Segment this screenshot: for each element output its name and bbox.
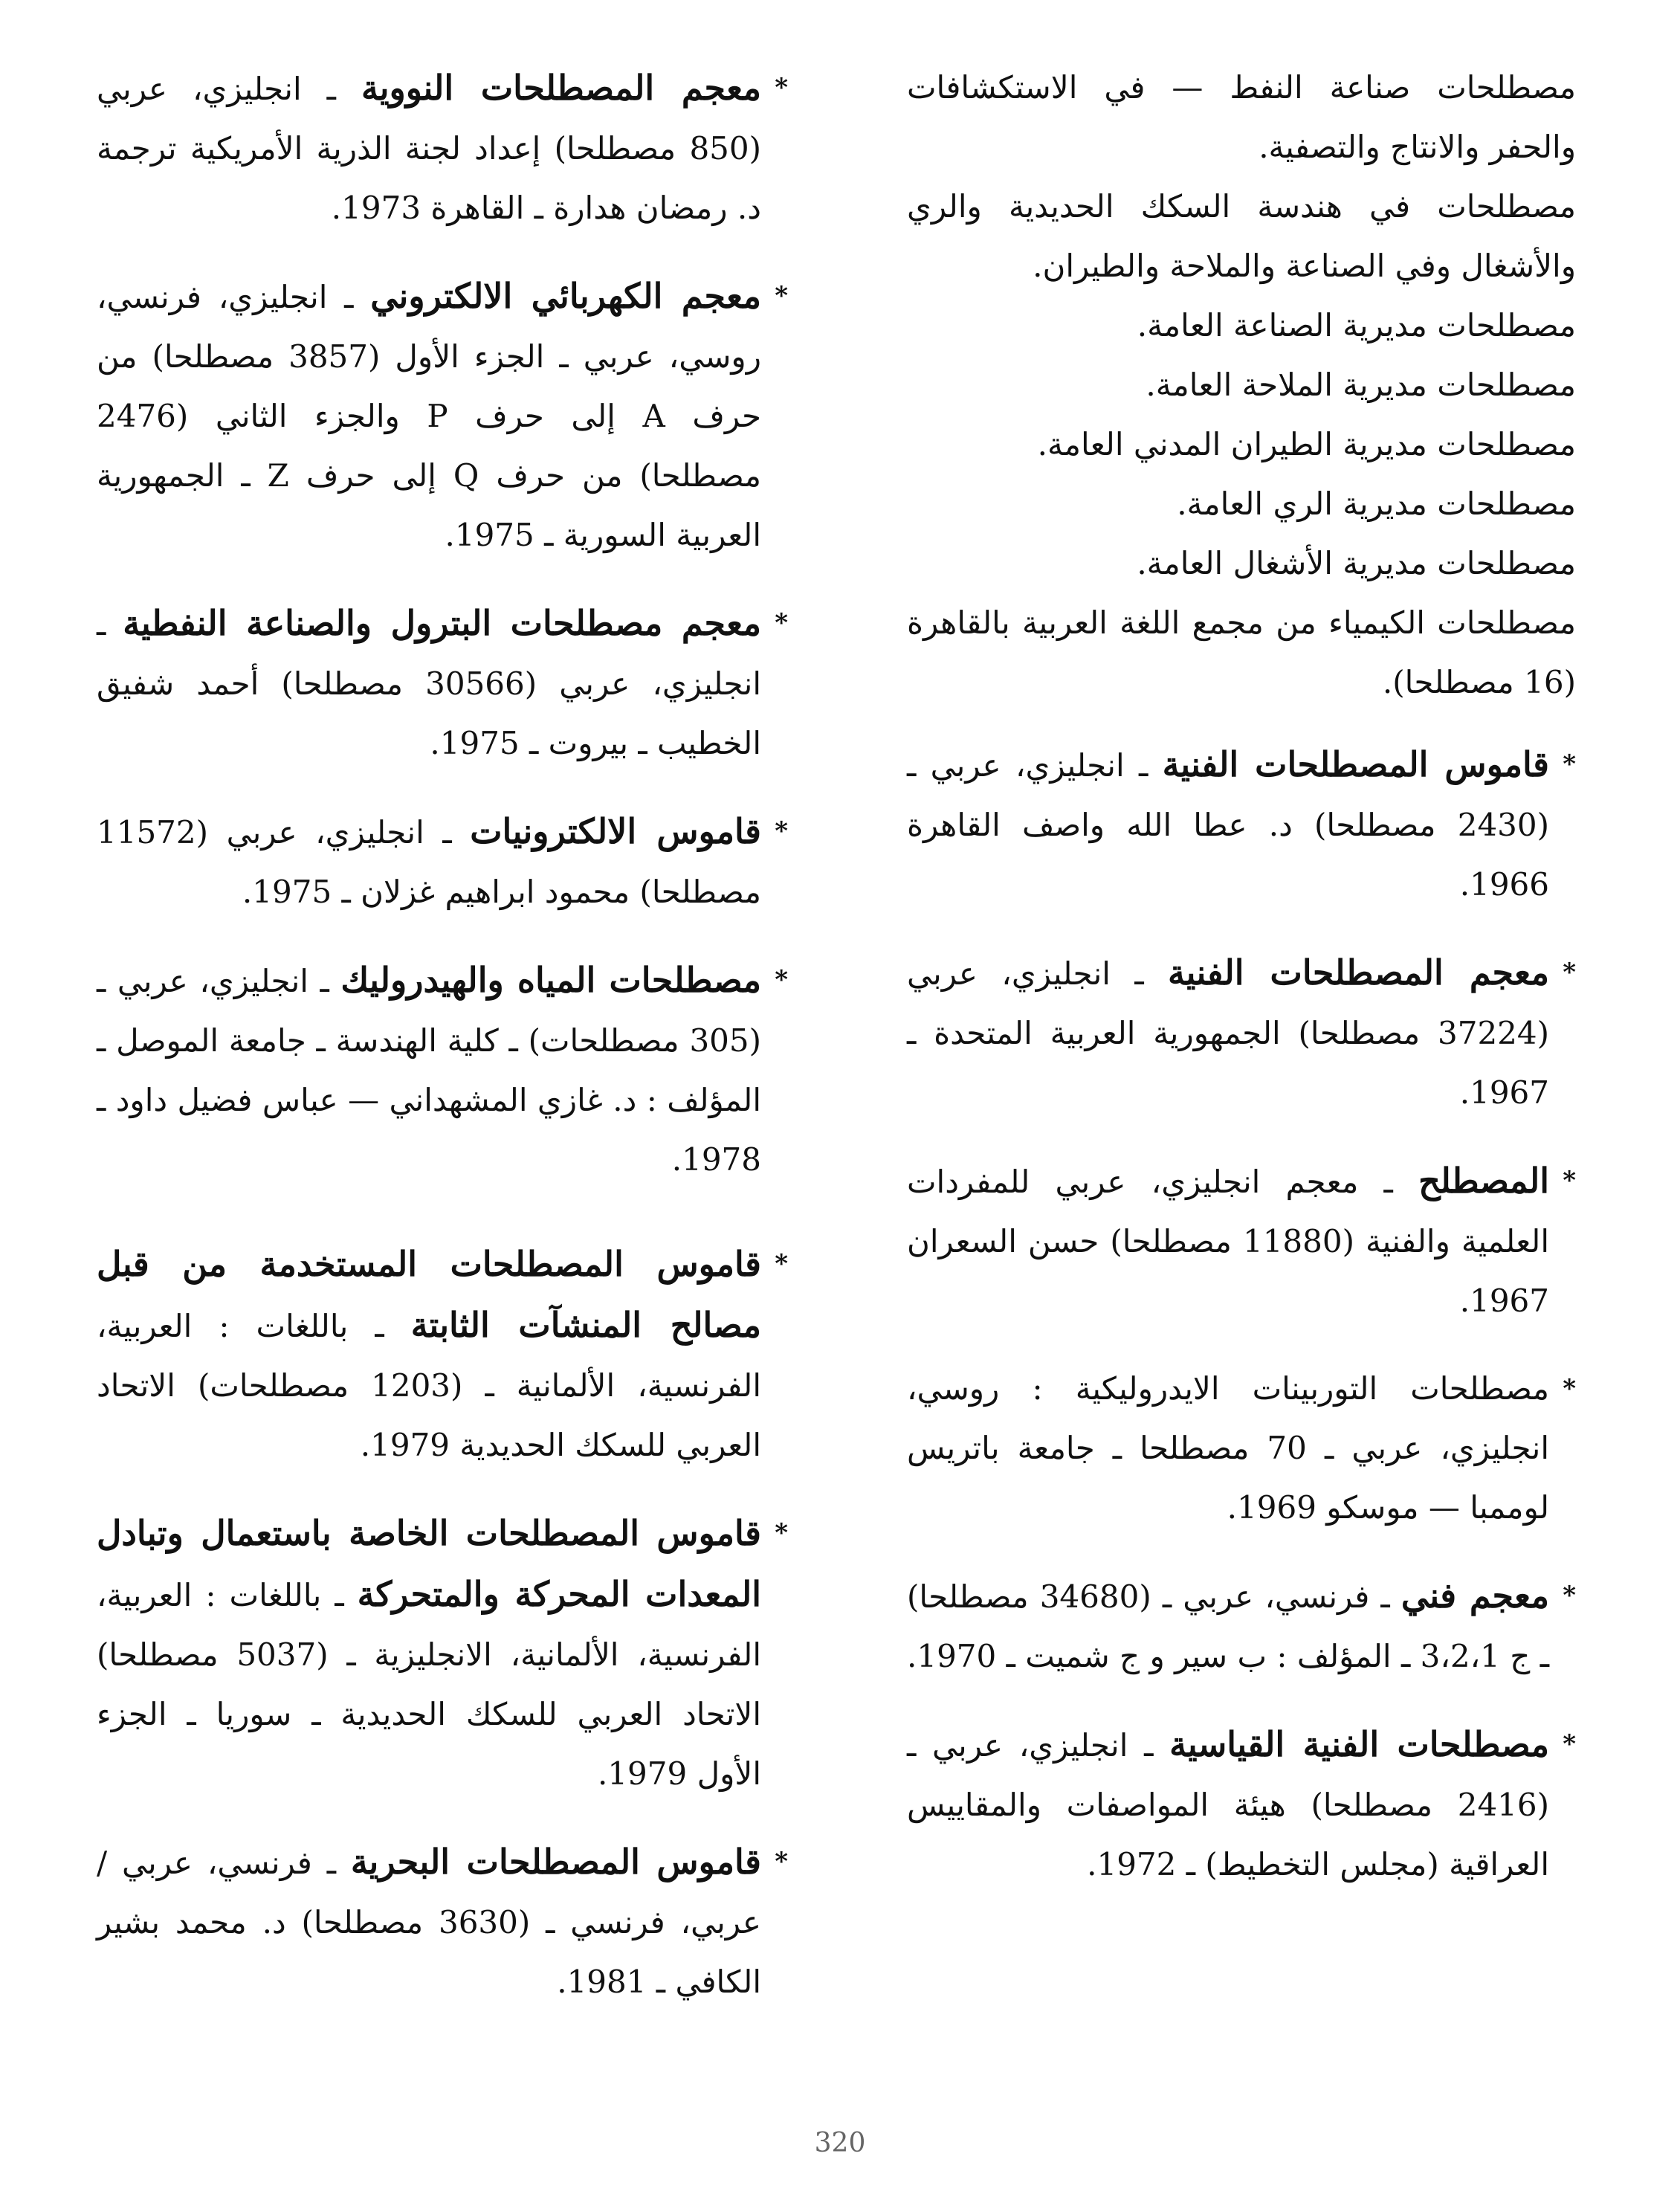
intro-line: مصطلحات مديرية الطيران المدني العامة.: [1037, 426, 1576, 462]
right-column: [907, 58, 1576, 1923]
intro-line: مصطلحات مديرية الملاحة العامة.: [1146, 367, 1576, 403]
bibliography-entry: [97, 801, 788, 922]
bullet-icon: *: [1563, 1729, 1576, 1759]
bibliography-entry: [97, 1234, 788, 1475]
entry-text: ـ فرنسي، عربي / عربي، فرنسي ـ (3630 مصطلحا) د. محمد بشير الكافي ـ 1981.: [97, 1845, 761, 2000]
entry-text: ـ انجليزي، عربي (30566 مصطلحا) أحمد شفيق الخطيب ـ بيروت ـ 1975.: [97, 606, 761, 761]
bibliography-entry: [97, 950, 788, 1190]
bibliography-entry: [907, 1151, 1576, 1331]
entry-title: معجم الكهربائي الالكتروني: [370, 276, 762, 316]
bullet-icon: *: [775, 1249, 788, 1279]
intro-line: مصطلحات مديرية الصناعة العامة.: [1137, 307, 1576, 343]
bibliography-entry: [97, 1832, 788, 2012]
page-number: 320: [814, 2128, 866, 2158]
entry-text: ـ انجليزي، عربي (37224 مصطلحا) الجمهورية العربية المتحدة ـ 1967.: [907, 955, 1549, 1111]
entry-title: معجم المصطلحات الفنية: [1168, 952, 1549, 993]
bullet-icon: *: [1563, 1581, 1576, 1610]
bullet-icon: *: [1563, 1374, 1576, 1404]
entry-text: ـ انجليزي، فرنسي، روسي، عربي ـ الجزء الأول (3857 مصطلحا) من حرف A إلى حرف P والجزء الثاني (2476 مصطلحا) من حرف Q إلى حرف Z ـ الجمهورية العربية السورية ـ 1975.: [97, 279, 762, 553]
bullet-icon: *: [775, 608, 788, 638]
entry-text: ـ انجليزي، عربي (11572 مصطلحا) محمود ابراهيم غزلان ـ 1975.: [97, 814, 761, 910]
entry-title: مصطلحات المياه والهيدروليك: [340, 960, 761, 1000]
bullet-icon: *: [775, 1847, 788, 1877]
bullet-icon: *: [1563, 1166, 1576, 1196]
entry-title: المصطلح: [1418, 1161, 1549, 1201]
bibliography-entry: [97, 593, 788, 773]
bullet-icon: *: [775, 281, 788, 311]
entry-text: ـ انجليزي، عربي (850 مصطلحا) إعداد لجنة الذرية الأمريكية ترجمة د. رمضان هدارة ـ القاهرة 1973.: [97, 71, 761, 226]
intro-list: [907, 58, 1576, 712]
entry-title: مصطلحات الفنية القياسية: [1169, 1724, 1550, 1764]
entry-text: ـ انجليزي، عربي ـ (305 مصطلحات) ـ كلية الهندسة ـ جامعة الموصل ـ المؤلف : د. غازي المشهداني — عباس فضيل داود ـ 1978.: [97, 963, 761, 1178]
intro-line: مصطلحات مديرية الأشغال العامة.: [1137, 545, 1576, 581]
bullet-icon: *: [775, 73, 788, 103]
intro-line: مصطلحات صناعة النفط — في الاستكشافات والحفر والانتاج والتصفية.: [907, 69, 1576, 165]
left-column: [97, 58, 788, 2040]
bibliography-entry: [907, 1714, 1576, 1894]
bibliography-entry: [907, 735, 1576, 914]
entry-title: معجم مصطلحات البترول والصناعة النفطية: [123, 603, 761, 643]
entry-text: ـ انجليزي، عربي ـ (2430 مصطلحا) د. عطا الله واصف القاهرة 1966.: [907, 747, 1549, 903]
entry-text: ـ انجليزي، عربي ـ (2416 مصطلحا) هيئة المواصفات والمقاييس العراقية (مجلس التخطيط) ـ 1972.: [907, 1727, 1549, 1883]
bullet-icon: *: [775, 816, 788, 846]
entry-text: ـ معجم انجليزي، عربي للمفردات العلمية والفنية (11880 مصطلحا) حسن السعران 1967.: [907, 1164, 1549, 1319]
entry-text: مصطلحات التوربينات الايدروليكية : روسي، انجليزي، عربي ـ 70 مصطلحا ـ جامعة باتريس لوممبا — موسكو 1969.: [907, 1370, 1549, 1526]
intro-line: مصطلحات في هندسة السكك الحديدية والري والأشغال وفي الصناعة والملاحة والطيران.: [907, 188, 1576, 284]
intro-line: مصطلحات الكيمياء من مجمع اللغة العربية بالقاهرة (16 مصطلحا).: [907, 604, 1576, 700]
entry-title: قاموس الالكترونيات: [470, 811, 761, 851]
entry-title: معجم المصطلحات النووية: [361, 68, 761, 108]
entry-text: ـ فرنسي، عربي ـ (34680 مصطلحا) ـ ج 3،2،1 ـ المؤلف : ب سير و ج شميت ـ 1970.: [907, 1578, 1549, 1674]
intro-line: مصطلحات مديرية الري العامة.: [1177, 485, 1576, 522]
entry-title: معجم فني: [1400, 1575, 1550, 1616]
bullet-icon: *: [1563, 958, 1576, 987]
bullet-icon: *: [1563, 749, 1576, 779]
bibliography-entry: [907, 1566, 1576, 1686]
entry-title: قاموس المصطلحات المستخدمة من قبل مصالح المنشآت الثابتة: [97, 1244, 762, 1345]
bibliography-entry: [907, 943, 1576, 1123]
entry-title: قاموس المصطلحات الفنية: [1162, 744, 1549, 784]
entry-title: قاموس المصطلحات البحرية: [350, 1842, 761, 1882]
entry-text: ـ باللغات : العربية، الفرنسية، الألمانية ـ (1203 مصطلحات) الاتحاد العربي للسكك الحديدية 1979.: [97, 1308, 761, 1463]
bibliography-entry: [97, 1503, 788, 1804]
bibliography-entry: [97, 266, 788, 565]
bibliography-entry: [907, 1359, 1576, 1538]
entry-title: قاموس المصطلحات الخاصة باستعمال وتبادل المعدات المحركة والمتحركة: [97, 1513, 761, 1614]
bibliography-entry: [97, 58, 788, 238]
bullet-icon: *: [775, 1518, 788, 1548]
bullet-icon: *: [775, 965, 788, 995]
entry-text: ـ باللغات : العربية، الفرنسية، الألمانية، الانجليزية ـ (5037 مصطلحا) الاتحاد العربي للسكك الحديدية ـ سوريا ـ الجزء الأول 1979.: [97, 1577, 762, 1792]
